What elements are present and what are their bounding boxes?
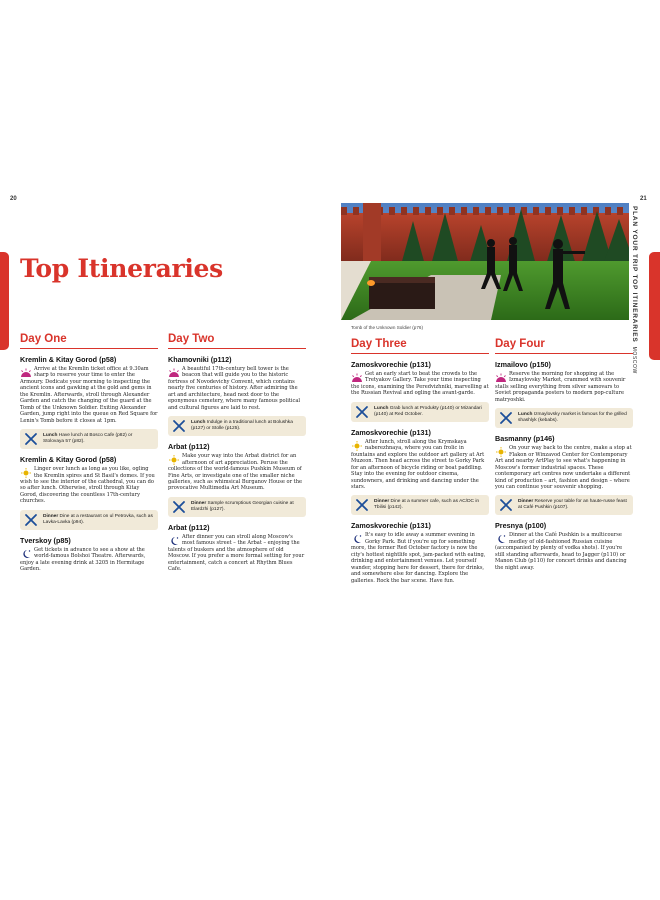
photo-caption: Tomb of the Unknown Soldier (p76) — [351, 325, 424, 330]
fork-knife-icon — [24, 513, 38, 527]
page-number-left: 20 — [10, 196, 17, 202]
afternoon-sun-icon — [495, 447, 507, 457]
itinerary-section-afternoon — [168, 442, 306, 517]
itinerary-section-morning — [168, 355, 306, 436]
day-title: Day One — [20, 333, 158, 349]
itinerary-section-afternoon — [20, 455, 158, 530]
page-number-right: 21 — [640, 196, 647, 202]
night-moon-icon — [20, 549, 32, 559]
itinerary-section-evening — [168, 523, 306, 573]
itinerary-section-afternoon — [495, 434, 633, 515]
morning-sun-icon — [20, 368, 32, 378]
section-text: After lunch, stroll along the Krymskaya naberezhnaya, where you can frolic in fountains and explore the outdoor art gallery at Art Muzeon. Then head across the street to Gorky Park for an afternoon of bicycle riding or boat paddling. Stay into the evening for outdoor cinema, sundowners, and drinking and dancing under the stars. — [351, 438, 485, 490]
morning-sun-icon — [168, 368, 180, 378]
day-column-2 — [168, 333, 306, 578]
itinerary-section-evening — [351, 521, 489, 584]
meal-label: Dinner — [43, 513, 59, 519]
dinner-tip — [20, 510, 158, 530]
lunch-tip — [20, 429, 158, 449]
section-text: A beautiful 17th-century bell tower is the beacon that will guide you to the historic fortress of Novodevichy Convent, which contains nearly five centuries of history. After admiring the art and architecture, head next door to the eponymous cemetery, where many famous political and cultural figures are laid to rest. — [168, 366, 301, 411]
day-title: Day Two — [168, 333, 306, 349]
morning-sun-icon — [495, 373, 507, 383]
section-heading: Kremlin & Kitay Gorod (p58) — [20, 455, 117, 465]
day-title: Day Four — [495, 338, 633, 354]
meal-text: Izmaylovsky market is famous for the grilled shashlyk (kebabs). — [518, 412, 627, 424]
fork-knife-icon — [355, 405, 369, 419]
meal-label: Lunch — [43, 433, 58, 439]
meal-text: Indulge in a traditional lunch at Bolushka (p127) or Stolle (p125). — [191, 420, 293, 432]
itinerary-section-morning — [20, 355, 158, 449]
section-heading: Basmanny (p146) — [495, 434, 555, 444]
meal-text: Dine at a summer cafe, such as AC/DC in Tbilisi (p142). — [374, 499, 480, 511]
photo-illustration — [341, 203, 629, 320]
afternoon-sun-icon — [168, 455, 180, 465]
dinner-tip — [168, 497, 306, 517]
fork-knife-icon — [355, 498, 369, 512]
section-text: Make your way into the Arbat district for an afternoon of art appreciation. Peruse the collections of the world-famous Pushkin Museum of Fine Arts, or investigate one of the smaller niche galleries, such as whimsical Burganov House or the provocative Multimedia Art Museum. — [168, 453, 302, 492]
section-text: Reserve the morning for shopping at the Izmaylovsky Market, crammed with souvenir stalls selling everything from silver samovars to Soviet propaganda posters to modern pop-culture matryoshki. — [495, 371, 626, 403]
meal-label: Dinner — [518, 499, 534, 505]
section-text: Get an early start to beat the crowds to the Tretyakov Gallery. Take your time inspecting the icons, examining the Peredvizhniki, marvelling at the Russian Revival and ogling the avant-garde. — [351, 371, 489, 397]
kremlin-guards-photo — [341, 203, 629, 320]
section-text: Linger over lunch as long as you like, ogling the Kremlin spires and St Basil's domes. If you wish to see the interior of the cathedral, you can do so after lunch. Otherwise, stroll through Kitay Gorod, discovering the countless 17th-century churches. — [20, 466, 155, 505]
page-title: Top Itineraries — [20, 254, 223, 283]
lunch-tip — [168, 416, 306, 436]
fork-knife-icon — [499, 498, 513, 512]
meal-text: Sample scrumptious Georgian cuisine at Elardzhi (p127). — [191, 500, 294, 512]
fork-knife-icon — [172, 500, 186, 514]
fork-knife-icon — [499, 411, 513, 425]
section-text: Arrive at the Kremlin ticket office at 9.30am sharp to reserve your time to enter the Armoury. Dedicate your morning to inspecting the ancient icons and gawking at the gold and gems in the Kremlin. Afterwards, stroll through Alexander Garden and catch the changing of the guard at the Tomb of the Unknown Soldier. Exiting Alexander Garden, jump right into the queue on Red Square for Lenin's Tomb before it closes at 1pm. — [20, 366, 158, 424]
night-moon-icon — [168, 536, 180, 546]
meal-label: Lunch — [518, 412, 533, 418]
section-text: Get tickets in advance to see a show at the world-famous Bolshoi Theatre. Afterwards, enjoy a late evening drink at 3205 in Hermitage Garden. — [20, 546, 146, 573]
section-heading: Tverskoy (p85) — [20, 535, 71, 545]
night-moon-icon — [351, 534, 363, 544]
section-heading: Presnya (p100) — [495, 521, 547, 531]
night-moon-icon — [495, 534, 507, 544]
section-heading: Zamoskvorechie (p131) — [351, 427, 431, 437]
section-tab-right — [649, 252, 660, 360]
day-column-3 — [351, 338, 489, 589]
lunch-tip — [351, 402, 489, 422]
dinner-tip — [351, 495, 489, 515]
section-text: After dinner you can stroll along Moscow's most famous street – the Arbat – enjoying the talents of buskers and the atmosphere of old Moscow. If you prefer a more formal setting for your entertainment, catch a concert at Rhythm Blues Cafe. — [168, 533, 305, 573]
itinerary-section-evening — [495, 521, 633, 571]
fork-knife-icon — [172, 419, 186, 433]
section-heading: Arbat (p112) — [168, 442, 210, 452]
meal-label: Lunch — [374, 405, 389, 411]
itinerary-section-afternoon — [351, 428, 489, 516]
section-tab-left — [0, 252, 9, 350]
morning-sun-icon — [351, 373, 363, 383]
section-text: On your way back to the centre, make a stop at Flakon or Winzavod Center for Contemporary Art and nearby ArtPlay to see what's happening in Moscow's former industrial spaces. These contemporary art centres now undertake a different kind of production – art, fashion and design – where you can continue your souvenir shopping. — [495, 445, 632, 490]
meal-text: Have lunch at Bosco Cafe (p82) or Stolovaya 57 (p82). — [43, 433, 133, 445]
section-heading: Khamovniki (p112) — [168, 355, 232, 364]
meal-text: Grab lunch at Produkty (p140) or Mizandari (p140) at Red October. — [374, 405, 482, 417]
itinerary-section-morning — [495, 360, 633, 428]
fork-knife-icon — [24, 432, 38, 446]
section-text: It's easy to idle away a summer evening in Gorky Park. But if you're up for something more, the former Red October factory is now the city's hottest nightlife spot, jam-packed with eating, drinking and entertainment venues. Let yourself wander, stopping here for dessert, there for drinks, and somewhere else for dancing. Explore the galleries. Rock the bar scene. Have fun. — [351, 532, 486, 584]
section-heading: Zamoskvorechie (p131) — [351, 360, 431, 369]
itinerary-section-morning — [351, 360, 489, 422]
section-heading: Izmailovo (p150) — [495, 360, 551, 369]
lunch-tip — [495, 408, 633, 428]
day-column-4 — [495, 338, 633, 576]
afternoon-sun-icon — [351, 441, 363, 451]
meal-label: Dinner — [374, 499, 390, 505]
section-heading: Kremlin & Kitay Gorod (p58) — [20, 355, 117, 364]
meal-text: Dine at a restaurant on ul Petrovka, such as Lavka-Lavka (p94). — [43, 513, 153, 525]
day-title: Day Three — [351, 338, 489, 354]
section-text: Dinner at the Café Pushkin is a multicourse medley of old-fashioned Russian cuisine (accompanied by plenty of vodka shots). If you're still standing afterwards, head to Jagger (p110) or Manon Club (p110) for concert drinks and dancing the night away. — [495, 532, 627, 571]
itinerary-section-evening — [20, 536, 158, 573]
section-heading: Zamoskvorechie (p131) — [351, 521, 431, 531]
meal-label: Dinner — [191, 500, 207, 506]
dinner-tip — [495, 495, 633, 515]
side-running-header: PLAN YOUR TRIP TOP ITINERARIES MOSCOW — [631, 206, 638, 374]
day-column-1 — [20, 333, 158, 578]
section-heading: Arbat (p112) — [168, 522, 210, 532]
meal-text: Reserve your table for an haute-russe feast at Café Pushkin (p107). — [518, 499, 627, 511]
meal-label: Lunch — [191, 420, 206, 426]
afternoon-sun-icon — [20, 468, 32, 478]
